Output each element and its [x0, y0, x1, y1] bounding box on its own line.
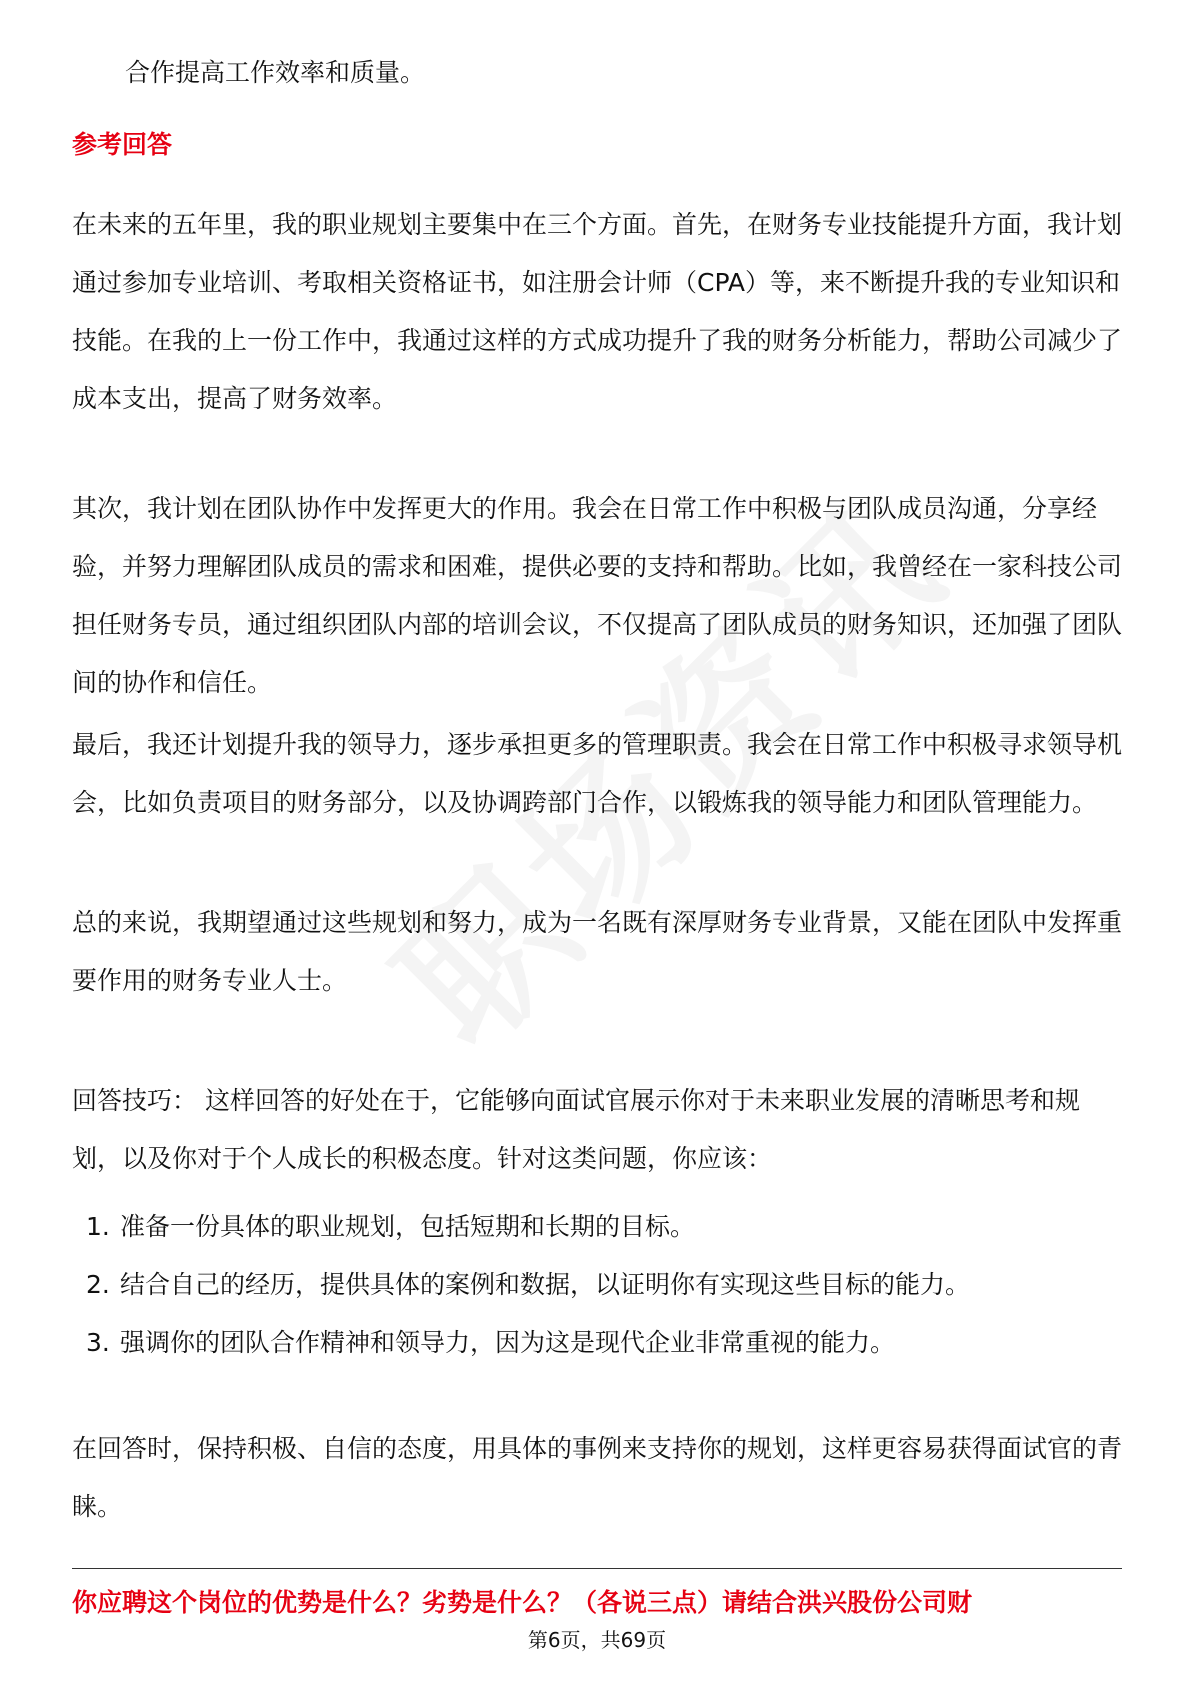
list-item [72, 1314, 1122, 1372]
paragraph-teamwork: 其次，我计划在团队协作中发挥更大的作用。我会在日常工作中积极与团队成员沟通，分享经验，并努力理解团队成员的需求和困难，提供必要的支持和帮助。比如，我曾经在一家科技公司担任财务专员，通过组织团队内部的培训会议，不仅提高了团队成员的财务知识，还加强了团队间的协作和信任。 [72, 494, 1123, 697]
paragraph-leadership: 最后，我还计划提升我的领导力，逐步承担更多的管理职责。我会在日常工作中积极寻求领导机会，比如负责项目的财务部分，以及协调跨部门合作，以锻炼我的领导能力和团队管理能力。 [72, 730, 1123, 817]
list-item-text: 结合自己的经历，提供具体的案例和数据，以证明你有实现这些目标的能力。 [120, 1270, 971, 1299]
paragraph-career-plan: 在未来的五年里，我的职业规划主要集中在三个方面。首先，在财务专业技能提升方面，我计划通过参加专业培训、考取相关资格证书，如注册会计师（CPA）等，来不断提升我的专业知识和技能。在我的上一份工作中，我通过这样的方式成功提升了我的财务分析能力，帮助公司减少了成本支出，提高了财务效率。 [72, 210, 1123, 413]
paragraph-closing: 在回答时，保持积极、自信的态度，用具体的事例来支持你的规划，这样更容易获得面试官的青睐。 [72, 1434, 1123, 1521]
document-page [72, 0, 1122, 1684]
list-item-number: 3. [86, 1328, 110, 1357]
list-item-number: 1. [86, 1212, 110, 1241]
paragraph-answer-tips: 回答技巧： 这样回答的好处在于，它能够向面试官展示你对于未来职业发展的清晰思考和规划，以及你对于个人成长的积极态度。针对这类问题，你应该： [72, 1086, 1080, 1173]
list-item [72, 1256, 1122, 1314]
next-question-heading: 你应聘这个岗位的优势是什么？劣势是什么？（各说三点）请结合洪兴股份公司财 [72, 1588, 973, 1617]
paragraph-summary: 总的来说，我期望通过这些规划和努力，成为一名既有深厚财务专业背景，又能在团队中发挥重要作用的财务专业人士。 [72, 908, 1123, 995]
page-number: 第6页，共69页 [527, 1628, 667, 1652]
list-item-text: 准备一份具体的职业规划，包括短期和长期的目标。 [120, 1212, 696, 1241]
list-item [72, 1198, 1122, 1256]
footer-divider [72, 1568, 1122, 1569]
section-heading: 参考回答 [72, 130, 173, 159]
tips-list [72, 1198, 1122, 1372]
list-item-number: 2. [86, 1270, 110, 1299]
continuation-line: 合作提高工作效率和质量。 [125, 58, 426, 87]
list-item-text: 强调你的团队合作精神和领导力，因为这是现代企业非常重视的能力。 [120, 1328, 896, 1357]
